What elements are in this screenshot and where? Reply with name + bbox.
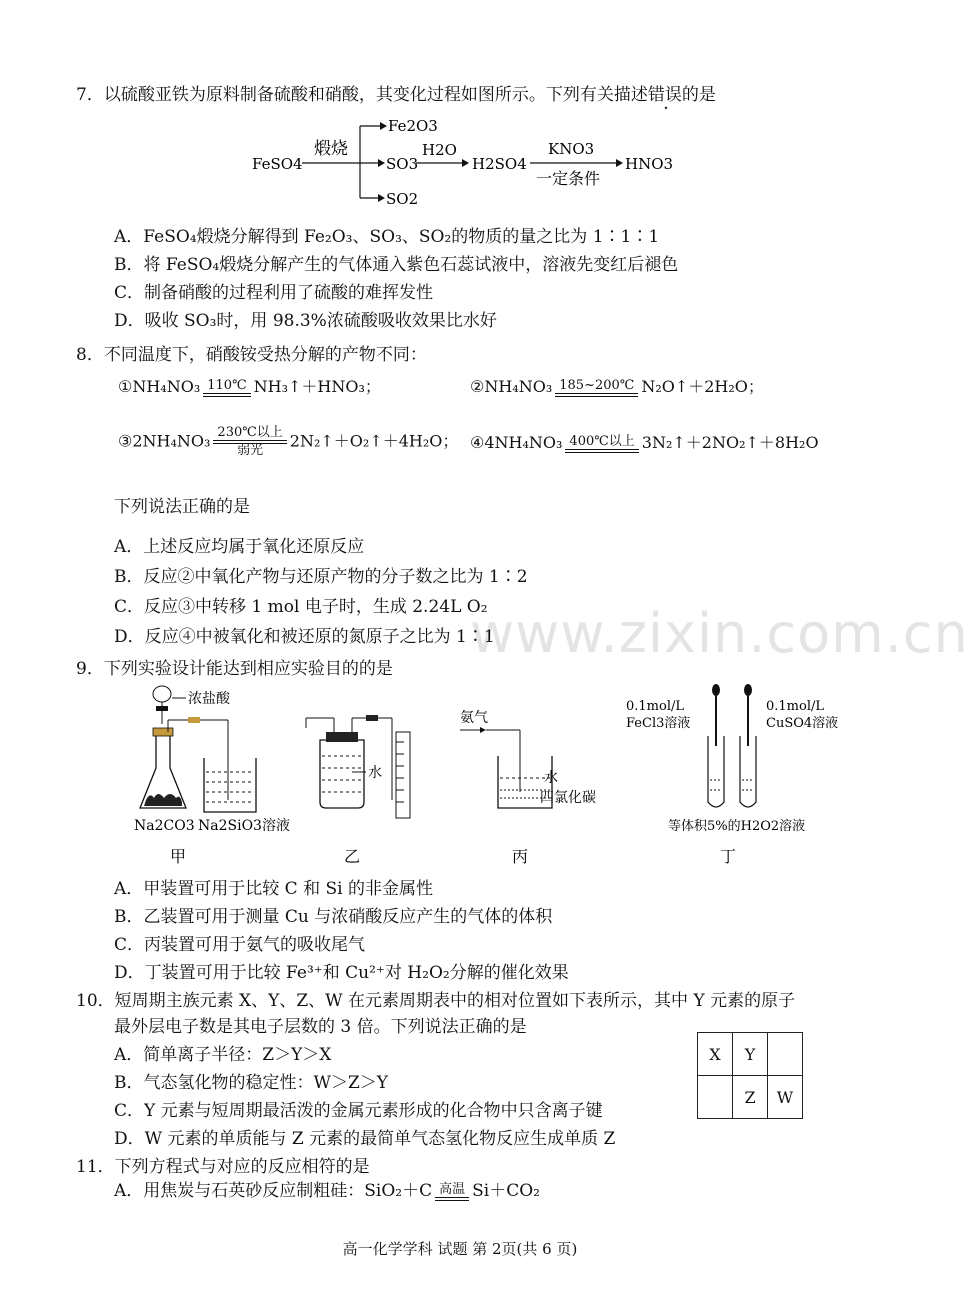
q8-option-d: D．反应④中被氧化和被还原的氮原子之比为 1∶1 <box>114 627 495 647</box>
jia-solid-label: Na2CO3 <box>134 818 195 834</box>
q8-option-a: A．上述反应均属于氧化还原反应 <box>114 537 365 557</box>
q9-option-d: D．丁装置可用于比较 Fe³⁺和 Cu²⁺对 H₂O₂分解的催化效果 <box>114 963 569 983</box>
q7-option-c: C．制备硝酸的过程利用了硫酸的难挥发性 <box>114 283 434 303</box>
flow-start: FeSO4 <box>252 155 303 173</box>
page-footer: 高一化学学科 试题 第 2页(共 6 页) <box>342 1240 578 1258</box>
pt-cell <box>698 1076 733 1119</box>
pt-cell <box>768 1033 803 1076</box>
flow-end: HNO3 <box>625 155 674 173</box>
q9-apparatus <box>120 680 839 866</box>
q7-option-d: D．吸收 SO₃时，用 98.3%浓硫酸吸收效果比水好 <box>114 311 497 331</box>
q8-ask: 下列说法正确的是 <box>114 497 250 517</box>
q10-stem-1: 10．短周期主族元素 X、Y、Z、W 在元素周期表中的相对位置如下表所示，其中 Y 元素的原子 <box>76 991 796 1011</box>
q8-reaction-4: ④4NH₄NO₃ 400℃以上 3N₂↑＋2NO₂↑＋8H₂O <box>470 433 819 452</box>
pt-cell: Y <box>733 1033 768 1076</box>
q9-stem: 9．下列实验设计能达到相应实验目的的是 <box>76 659 393 679</box>
flow-condition: 一定条件 <box>536 169 601 188</box>
flow-p1: Fe2O3 <box>388 117 438 135</box>
bing-gas-label: 氨气 <box>460 710 488 726</box>
q8-option-c: C．反应③中转移 1 mol 电子时，生成 2.24L O₂ <box>114 597 488 617</box>
ding-right-sol: CuSO4溶液 <box>766 716 839 731</box>
flow-p2: SO3 <box>386 155 419 173</box>
flow-p3: SO2 <box>386 190 419 208</box>
jia-solution-label: Na2SiO3溶液 <box>198 818 290 834</box>
q9-option-c: C．丙装置可用于氨气的吸收尾气 <box>114 935 366 955</box>
jia-name: 甲 <box>170 847 187 866</box>
q7-emphasis: 错误 <box>647 85 682 105</box>
q11-option-a: A．用焦炭与石英砂反应制粗硅：SiO₂＋C 高温 Si＋CO₂ <box>114 1181 540 1201</box>
q7-stem: 7．以硫酸亚铁为原料制备硫酸和硝酸，其变化过程如图所示。下列有关描述错误的是 <box>76 85 716 105</box>
bing-ccl4-label: 四氯化碳 <box>540 790 596 806</box>
q9-option-a: A．甲装置可用于比较 C 和 Si 的非金属性 <box>114 879 433 899</box>
q11-stem: 11．下列方程式与对应的反应相符的是 <box>76 1157 370 1177</box>
pt-cell: Z <box>733 1076 768 1119</box>
ding-bottom-label: 等体积5%的H2O2溶液 <box>668 819 806 834</box>
flow-water: H2O <box>422 141 457 159</box>
q8-reaction-2: ②NH₄NO₃ 185~200℃ N₂O↑＋2H₂O； <box>470 377 764 396</box>
apparatus-bing <box>460 710 596 866</box>
bing-name: 丙 <box>512 847 529 866</box>
yi-name: 乙 <box>344 847 361 866</box>
q7-option-b: B．将 FeSO₄煅烧分解产生的气体通入紫色石蕊试液中，溶液先变红后褪色 <box>114 255 679 275</box>
q7-option-a: A．FeSO₄煅烧分解得到 Fe₂O₃、SO₃、SO₂的物质的量之比为 1∶1∶1 <box>114 227 660 247</box>
flow-calcine: 煅烧 <box>314 139 348 159</box>
watermark: www.zixin.com.cn <box>470 602 969 665</box>
pt-cell: W <box>768 1076 803 1119</box>
apparatus-yi <box>306 715 410 866</box>
yi-water-label: 水 <box>368 765 382 781</box>
q10-stem-2: 最外层电子数是其电子层数的 3 倍。下列说法正确的是 <box>114 1017 527 1037</box>
apparatus-ding <box>626 684 838 866</box>
q10-option-d: D．W 元素的单质能与 Z 元素的最简单气态氢化物反应生成单质 Z <box>114 1129 616 1149</box>
q8-option-b: B．反应②中氧化产物与还原产物的分子数之比为 1∶2 <box>114 567 528 587</box>
q8-stem: 8．不同温度下，硝酸铵受热分解的产物不同： <box>76 345 427 365</box>
ding-name: 丁 <box>720 847 737 866</box>
q10-option-c: C．Y 元素与短周期最活泼的金属元素形成的化合物中只含离子键 <box>114 1101 603 1121</box>
q9-option-b: B．乙装置可用于测量 Cu 与浓硝酸反应产生的气体的体积 <box>114 907 553 927</box>
ding-left-sol: FeCl3溶液 <box>626 716 691 731</box>
ding-right-conc: 0.1mol/L <box>766 699 824 714</box>
jia-acid-label: 浓盐酸 <box>188 691 230 707</box>
flow-mid: H2SO4 <box>472 155 527 173</box>
q10-option-a: A．简单离子半径：Z＞Y＞X <box>114 1045 332 1065</box>
q7-flow-diagram <box>248 112 688 212</box>
apparatus-jia <box>134 686 290 866</box>
ding-left-conc: 0.1mol/L <box>626 699 684 714</box>
q10-option-b: B．气态氢化物的稳定性：W＞Z＞Y <box>114 1073 388 1093</box>
q8-reaction-3: ③2NH₄NO₃ 230℃以上 弱光 2N₂↑＋O₂↑＋4H₂O； <box>118 425 459 458</box>
pt-cell: X <box>698 1033 733 1076</box>
flow-reagent: KNO3 <box>548 140 595 158</box>
periodic-table-fragment <box>697 1032 803 1119</box>
q8-reaction-1: ①NH₄NO₃ 110℃ NH₃↑＋HNO₃； <box>118 377 381 396</box>
bing-water-label: 水 <box>544 770 558 786</box>
